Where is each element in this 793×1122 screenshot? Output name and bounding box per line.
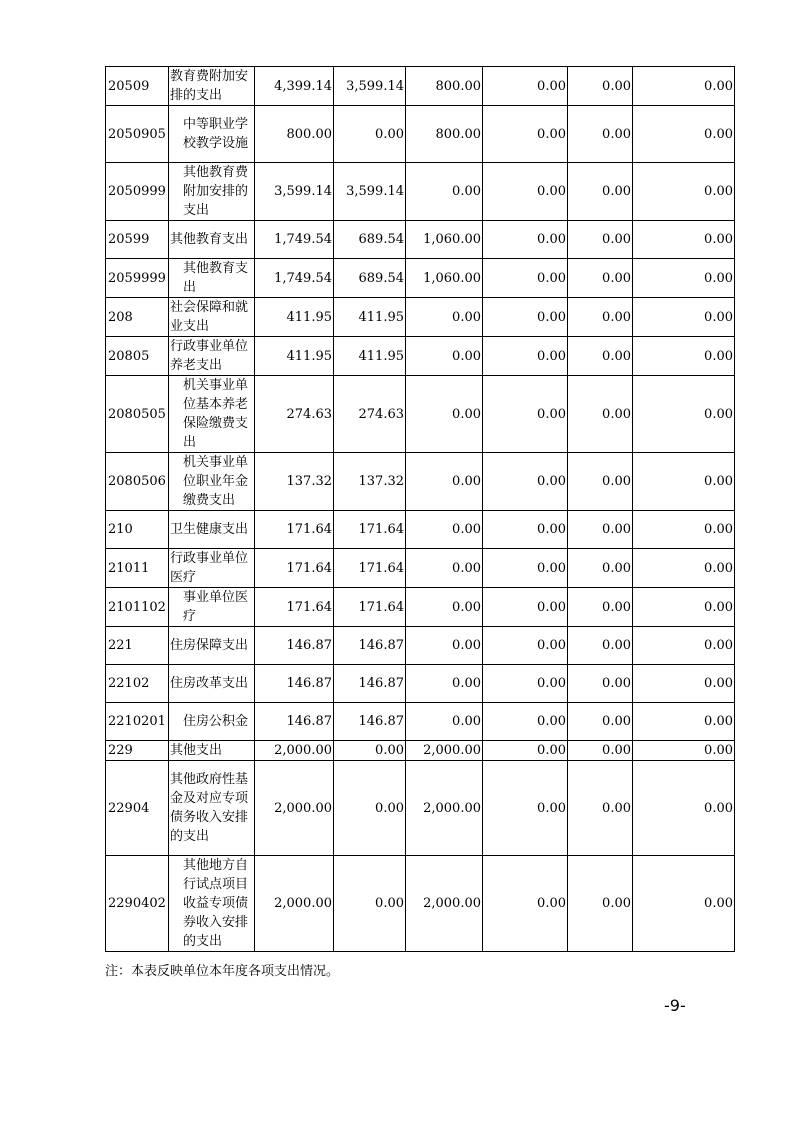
account-code: 2050999 — [106, 163, 169, 221]
amount-cell: 4,399.14 — [255, 67, 334, 106]
amount-cell: 0.00 — [633, 67, 735, 106]
amount-cell: 0.00 — [633, 549, 735, 588]
account-code: 2080506 — [106, 453, 169, 511]
account-name: 行政事业单位养老支出 — [169, 337, 255, 376]
amount-cell: 0.00 — [406, 588, 483, 627]
account-name: 机关事业单位基本养老保险缴费支出 — [169, 376, 255, 453]
amount-cell: 0.00 — [483, 298, 568, 337]
amount-cell: 0.00 — [633, 376, 735, 453]
amount-cell: 146.87 — [334, 627, 406, 665]
amount-cell: 0.00 — [568, 741, 633, 761]
amount-cell: 0.00 — [483, 259, 568, 298]
amount-cell: 0.00 — [633, 511, 735, 549]
amount-cell: 171.64 — [334, 588, 406, 627]
amount-cell: 0.00 — [483, 549, 568, 588]
amount-cell: 0.00 — [633, 703, 735, 741]
amount-cell: 274.63 — [255, 376, 334, 453]
amount-cell: 0.00 — [568, 665, 633, 703]
amount-cell: 0.00 — [633, 761, 735, 856]
amount-cell: 689.54 — [334, 259, 406, 298]
table-row — [106, 259, 735, 298]
account-code: 20599 — [106, 221, 169, 259]
table-row — [106, 761, 735, 856]
account-name: 行政事业单位医疗 — [169, 549, 255, 588]
amount-cell: 146.87 — [334, 665, 406, 703]
amount-cell: 800.00 — [406, 67, 483, 106]
table-row — [106, 856, 735, 952]
expenditure-table — [105, 66, 735, 952]
account-code: 229 — [106, 741, 169, 761]
amount-cell: 0.00 — [483, 741, 568, 761]
account-name: 其他教育支出 — [169, 221, 255, 259]
amount-cell: 0.00 — [406, 511, 483, 549]
account-name: 机关事业单位职业年金缴费支出 — [169, 453, 255, 511]
amount-cell: 0.00 — [483, 106, 568, 163]
amount-cell: 411.95 — [334, 298, 406, 337]
account-name: 中等职业学校教学设施 — [169, 106, 255, 163]
account-name: 住房公积金 — [169, 703, 255, 741]
amount-cell: 0.00 — [406, 453, 483, 511]
account-name: 其他支出 — [169, 741, 255, 761]
amount-cell: 171.64 — [334, 511, 406, 549]
amount-cell: 0.00 — [483, 337, 568, 376]
amount-cell: 0.00 — [568, 221, 633, 259]
account-code: 20805 — [106, 337, 169, 376]
account-name: 其他政府性基金及对应专项债务收入安排的支出 — [169, 761, 255, 856]
table-row — [106, 163, 735, 221]
table-row — [106, 337, 735, 376]
amount-cell: 0.00 — [633, 259, 735, 298]
account-name: 住房保障支出 — [169, 627, 255, 665]
amount-cell: 3,599.14 — [255, 163, 334, 221]
amount-cell: 146.87 — [255, 627, 334, 665]
table-row — [106, 221, 735, 259]
amount-cell: 0.00 — [483, 665, 568, 703]
account-code: 210 — [106, 511, 169, 549]
amount-cell: 411.95 — [255, 337, 334, 376]
account-code: 221 — [106, 627, 169, 665]
amount-cell: 171.64 — [334, 549, 406, 588]
amount-cell: 0.00 — [568, 856, 633, 952]
amount-cell: 800.00 — [406, 106, 483, 163]
table-row — [106, 376, 735, 453]
amount-cell: 0.00 — [633, 856, 735, 952]
amount-cell: 0.00 — [483, 627, 568, 665]
amount-cell: 0.00 — [568, 453, 633, 511]
amount-cell: 2,000.00 — [406, 761, 483, 856]
amount-cell: 689.54 — [334, 221, 406, 259]
amount-cell: 0.00 — [568, 337, 633, 376]
amount-cell: 3,599.14 — [334, 163, 406, 221]
table-row — [106, 627, 735, 665]
account-code: 2080505 — [106, 376, 169, 453]
amount-cell: 0.00 — [334, 761, 406, 856]
amount-cell: 2,000.00 — [255, 856, 334, 952]
amount-cell: 2,000.00 — [406, 741, 483, 761]
amount-cell: 2,000.00 — [406, 856, 483, 952]
amount-cell: 0.00 — [568, 106, 633, 163]
table-row — [106, 67, 735, 106]
table-body — [106, 67, 735, 952]
amount-cell: 0.00 — [483, 67, 568, 106]
account-code: 2050905 — [106, 106, 169, 163]
amount-cell: 0.00 — [406, 665, 483, 703]
account-code: 208 — [106, 298, 169, 337]
account-code: 22904 — [106, 761, 169, 856]
amount-cell: 0.00 — [568, 163, 633, 221]
amount-cell: 0.00 — [334, 106, 406, 163]
amount-cell: 146.87 — [255, 665, 334, 703]
amount-cell: 1,060.00 — [406, 259, 483, 298]
table-row — [106, 511, 735, 549]
account-code: 2210201 — [106, 703, 169, 741]
amount-cell: 0.00 — [334, 856, 406, 952]
amount-cell: 0.00 — [483, 703, 568, 741]
amount-cell: 171.64 — [255, 588, 334, 627]
amount-cell: 0.00 — [633, 298, 735, 337]
amount-cell: 0.00 — [483, 761, 568, 856]
account-code: 21011 — [106, 549, 169, 588]
amount-cell: 0.00 — [633, 627, 735, 665]
amount-cell: 0.00 — [568, 511, 633, 549]
amount-cell: 0.00 — [483, 856, 568, 952]
amount-cell: 0.00 — [568, 588, 633, 627]
account-name: 住房改革支出 — [169, 665, 255, 703]
amount-cell: 0.00 — [483, 221, 568, 259]
amount-cell: 2,000.00 — [255, 741, 334, 761]
amount-cell: 171.64 — [255, 549, 334, 588]
table-note: 注：本表反映单位本年度各项支出情况。 — [105, 964, 340, 979]
amount-cell: 0.00 — [568, 549, 633, 588]
amount-cell: 0.00 — [334, 741, 406, 761]
amount-cell: 146.87 — [255, 703, 334, 741]
table-row — [106, 665, 735, 703]
account-name: 卫生健康支出 — [169, 511, 255, 549]
page-number: -9- — [664, 996, 686, 1015]
amount-cell: 1,749.54 — [255, 259, 334, 298]
amount-cell: 0.00 — [568, 376, 633, 453]
amount-cell: 0.00 — [633, 106, 735, 163]
table-row — [106, 298, 735, 337]
account-code: 2101102 — [106, 588, 169, 627]
amount-cell: 1,749.54 — [255, 221, 334, 259]
amount-cell: 0.00 — [406, 163, 483, 221]
table-row — [106, 588, 735, 627]
table-row — [106, 703, 735, 741]
account-name: 社会保障和就业支出 — [169, 298, 255, 337]
account-name: 事业单位医疗 — [169, 588, 255, 627]
table-row — [106, 549, 735, 588]
amount-cell: 0.00 — [406, 703, 483, 741]
account-name: 其他地方自行试点项目收益专项债券收入安排的支出 — [169, 856, 255, 952]
table-row — [106, 106, 735, 163]
account-code: 2290402 — [106, 856, 169, 952]
amount-cell: 0.00 — [406, 627, 483, 665]
amount-cell: 0.00 — [633, 588, 735, 627]
account-code: 2059999 — [106, 259, 169, 298]
amount-cell: 0.00 — [633, 163, 735, 221]
amount-cell: 0.00 — [568, 298, 633, 337]
amount-cell: 411.95 — [255, 298, 334, 337]
amount-cell: 0.00 — [406, 376, 483, 453]
amount-cell: 0.00 — [568, 761, 633, 856]
amount-cell: 0.00 — [568, 627, 633, 665]
amount-cell: 0.00 — [406, 337, 483, 376]
amount-cell: 0.00 — [633, 665, 735, 703]
account-name: 其他教育费附加安排的支出 — [169, 163, 255, 221]
amount-cell: 0.00 — [633, 221, 735, 259]
amount-cell: 3,599.14 — [334, 67, 406, 106]
amount-cell: 0.00 — [633, 337, 735, 376]
amount-cell: 411.95 — [334, 337, 406, 376]
amount-cell: 0.00 — [406, 298, 483, 337]
amount-cell: 800.00 — [255, 106, 334, 163]
amount-cell: 0.00 — [406, 549, 483, 588]
amount-cell: 146.87 — [334, 703, 406, 741]
account-name: 教育费附加安排的支出 — [169, 67, 255, 106]
account-code: 22102 — [106, 665, 169, 703]
account-name: 其他教育支出 — [169, 259, 255, 298]
account-code: 20509 — [106, 67, 169, 106]
amount-cell: 0.00 — [483, 453, 568, 511]
amount-cell: 2,000.00 — [255, 761, 334, 856]
amount-cell: 137.32 — [255, 453, 334, 511]
amount-cell: 0.00 — [483, 376, 568, 453]
amount-cell: 0.00 — [633, 453, 735, 511]
amount-cell: 0.00 — [483, 511, 568, 549]
table-row — [106, 741, 735, 761]
amount-cell: 0.00 — [568, 703, 633, 741]
amount-cell: 137.32 — [334, 453, 406, 511]
amount-cell: 171.64 — [255, 511, 334, 549]
table-row — [106, 453, 735, 511]
amount-cell: 0.00 — [568, 67, 633, 106]
amount-cell: 274.63 — [334, 376, 406, 453]
amount-cell: 1,060.00 — [406, 221, 483, 259]
amount-cell: 0.00 — [633, 741, 735, 761]
amount-cell: 0.00 — [568, 259, 633, 298]
amount-cell: 0.00 — [483, 163, 568, 221]
amount-cell: 0.00 — [483, 588, 568, 627]
